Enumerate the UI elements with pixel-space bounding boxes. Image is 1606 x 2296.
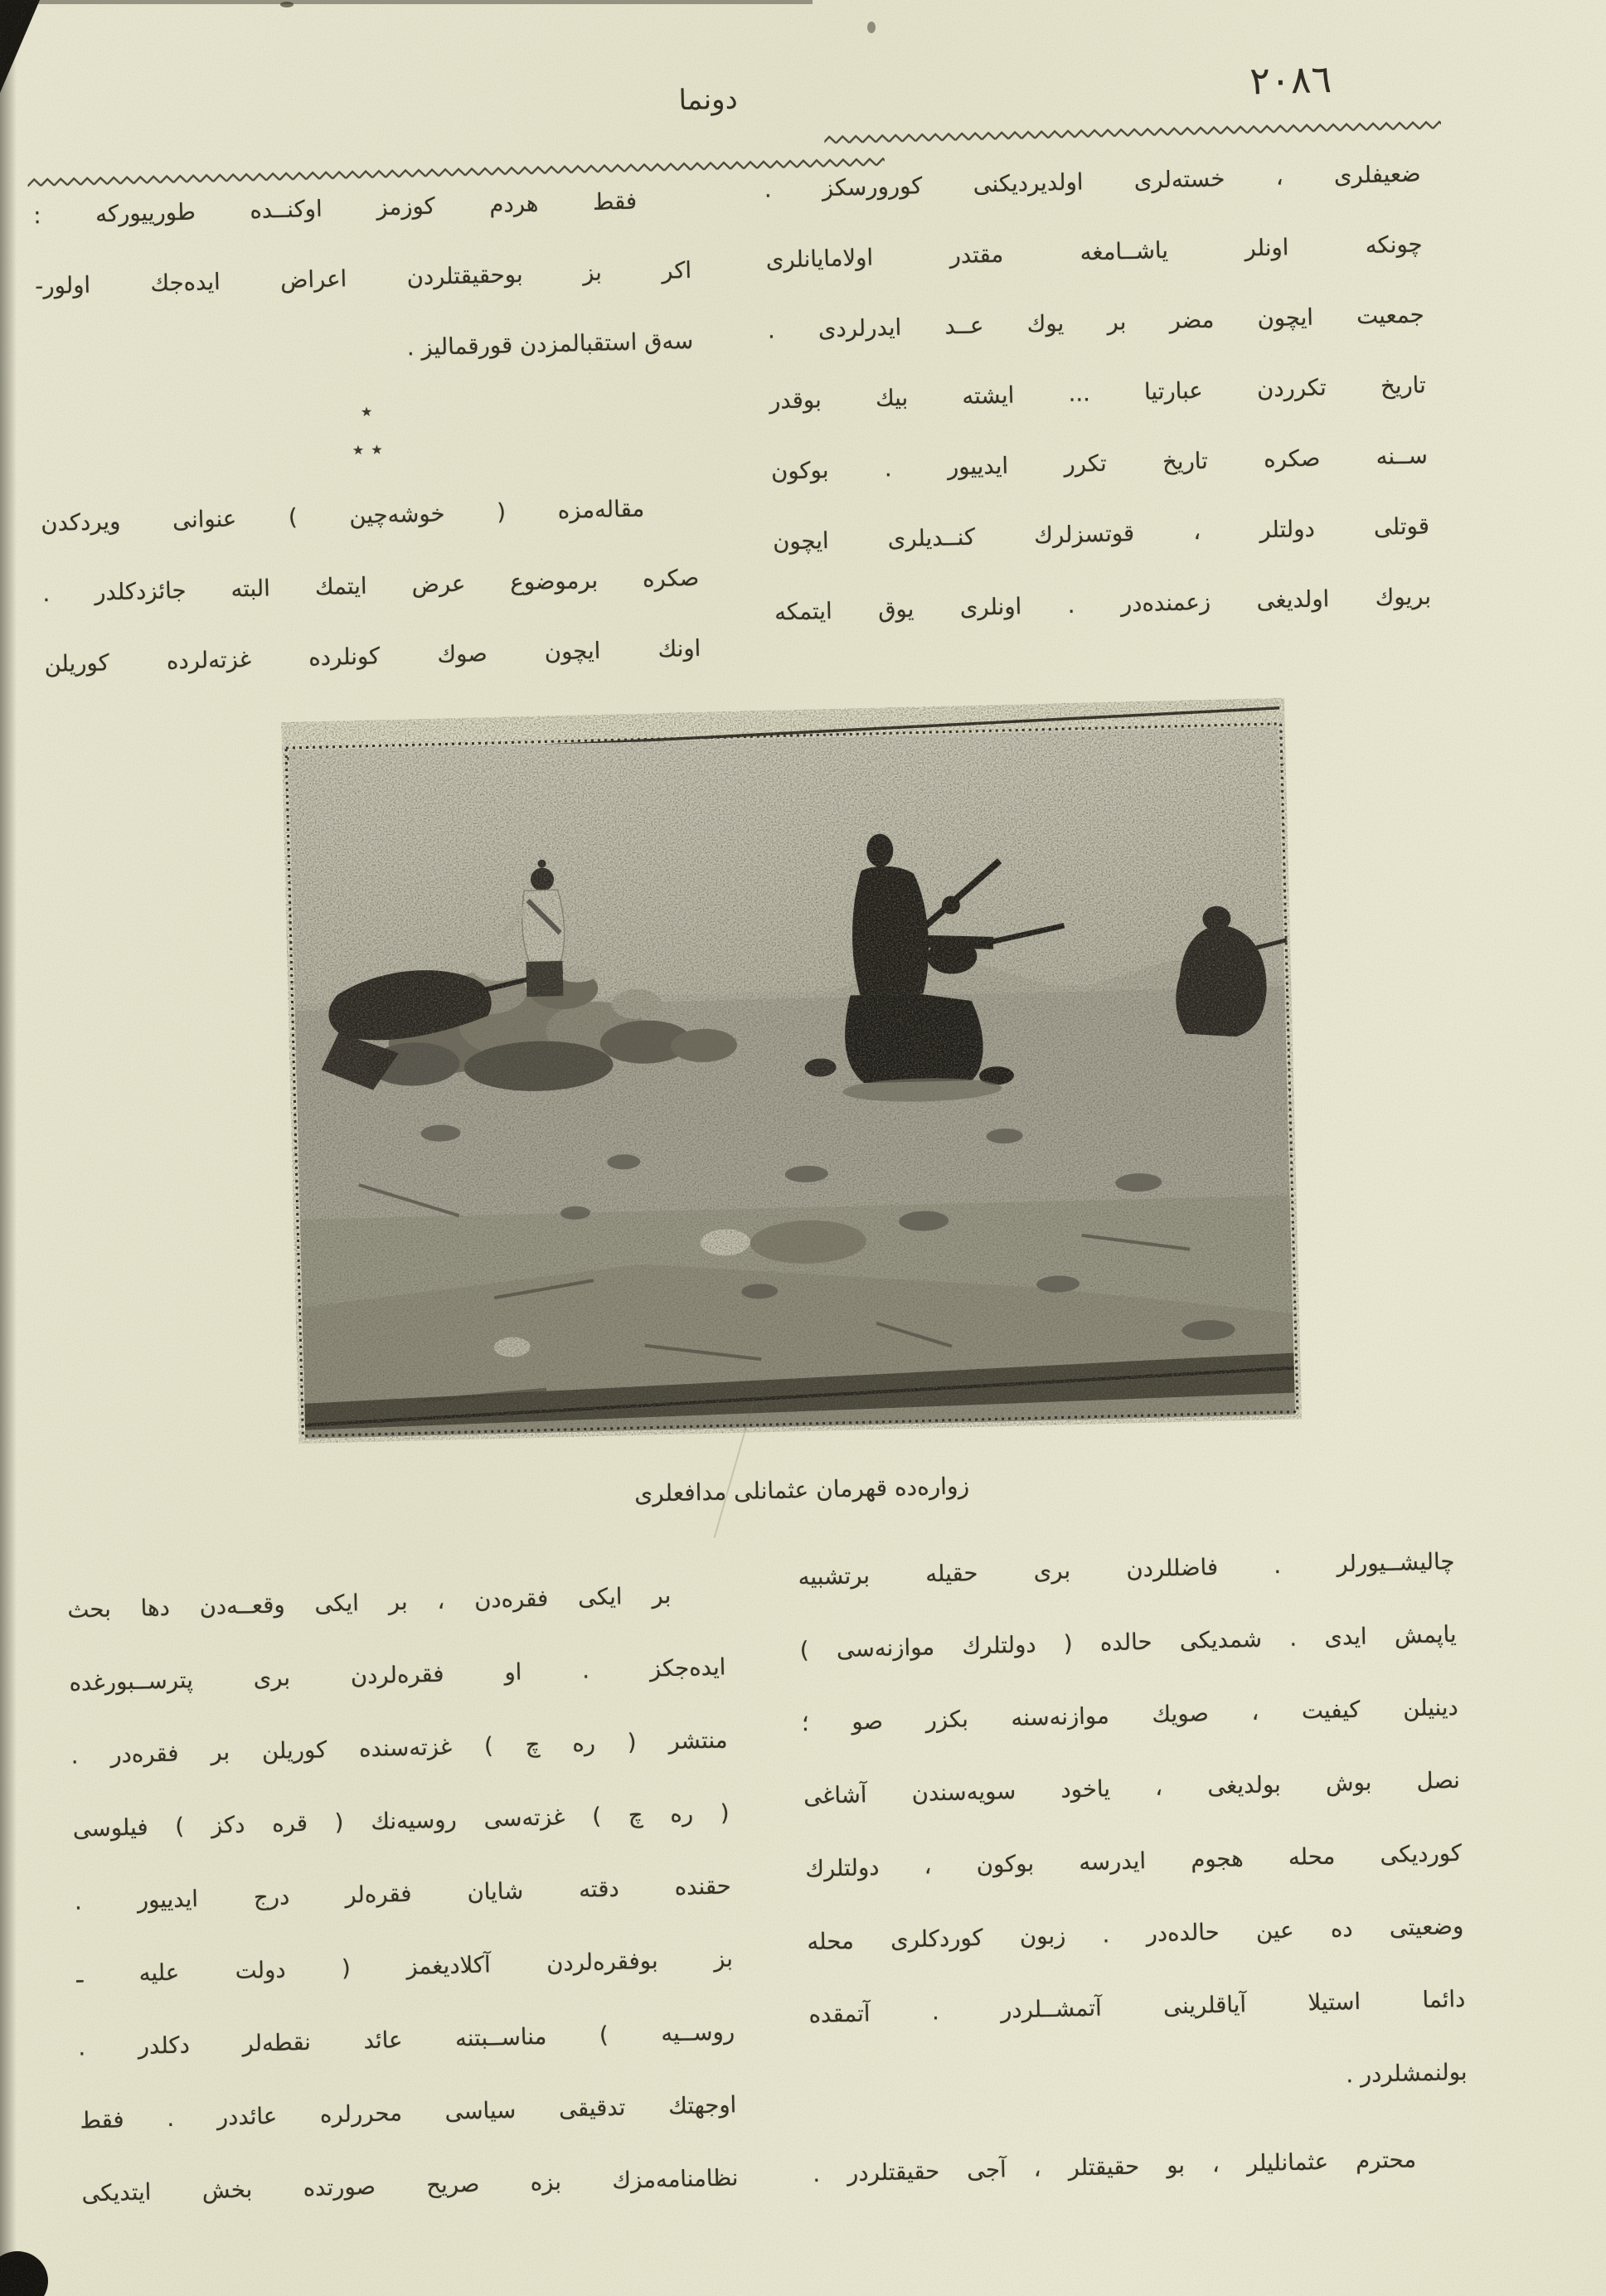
text-line: حقنده دقته شايان فقره‌لر درج ايدييور . bbox=[74, 1872, 732, 1915]
column-bottom-right bbox=[798, 1525, 1471, 2211]
text-line: كورديكى محله هجوم ايدرسه بوكون ، دولتلرك bbox=[804, 1839, 1463, 1883]
text-line: نظامنامه‌مزك بزه صريح صورتده بخش ايتديكى bbox=[81, 2164, 739, 2207]
text-line: اكر بز بوحقيقتلردن اعراض ايده‌جك اولور- bbox=[34, 256, 692, 300]
scan-speck bbox=[867, 22, 876, 33]
text-line: روســيه ) مناســبتنه عائد نقطه‌لر دكلدر . bbox=[77, 2018, 735, 2061]
text-line: ( ره چ ) غزته‌سى روسيه‌نك ( قره دكز ) فيلوسى bbox=[72, 1799, 730, 1842]
text-line: منتشر ( ره چ ) غزته‌سنده كوريلن بر فقره‌در . bbox=[70, 1726, 728, 1769]
column-top-right bbox=[764, 138, 1432, 648]
column-bottom-left bbox=[66, 1558, 739, 2230]
asterisk-separator bbox=[37, 376, 696, 488]
text-line: نصل بوش بولديغى ، ياخود سويه‌سندن آشاغى bbox=[803, 1766, 1461, 1810]
text-line: جمعيت ايچون مضر بر يوك عــد ايدرلردى . bbox=[767, 301, 1425, 344]
scan-top-edge-smudge bbox=[0, 0, 813, 4]
text-line: بولنمشلردر . bbox=[1345, 2058, 1468, 2089]
text-line: بر ايكى فقره‌دن ، بر ايكى وقعــه‌دن دها بحث bbox=[66, 1582, 672, 1624]
text-line: چاليشــيورلر . فاضللردن برى حقيله برتشبيه bbox=[798, 1547, 1455, 1591]
text-line: بز بوفقره‌لردن آكلاديغمز ( دولت عليه ـ bbox=[75, 1945, 734, 1988]
page-number: ٢٠٨٦ bbox=[1249, 56, 1332, 104]
scan-edge-shadow bbox=[0, 0, 17, 2296]
text-line: قوتلى دولتلر ، قوتسزلرك كنــديلرى ايچون bbox=[772, 512, 1430, 556]
text-line: ياپمش ايدى . شمديكى حالده ( دولتلرك موازنه‌سى ) bbox=[799, 1620, 1457, 1664]
journal-title: دونما bbox=[678, 82, 739, 118]
text-line: بريوك اولديغى زعمنده‌در . اونلرى يوق ايتمكه bbox=[774, 583, 1432, 626]
text-line: ســنه صكره تاريخ تكرر ايدييور . بوكون bbox=[770, 442, 1429, 485]
text-line: مقاله‌مزه ( خوشه‌چين ) عنوانى ويردكدن bbox=[40, 495, 645, 537]
asterisk-row: ٭ ٭ bbox=[352, 437, 383, 464]
text-line: صكره برموضوع عرض ايتمك البته جائزدكلدر . bbox=[42, 564, 700, 608]
text-line: محترم عثمانليلر ، بو حقيقتلر ، آجى حقيقتلردر . bbox=[812, 2146, 1417, 2188]
text-line: تاريخ تكرردن عبارتيا ... ايشته بيك بوقدر bbox=[769, 371, 1427, 415]
asterisk-row: ٭ bbox=[360, 399, 373, 425]
text-line: اونك ايچون صوك كونلرده غزته‌لرده كوريلن bbox=[44, 634, 701, 678]
photo-caption: زواره‌ده قهرمان عثمانلى مدافعلرى bbox=[633, 1472, 970, 1508]
column-top-left bbox=[32, 165, 701, 700]
text-line: دينيلن كيفيت ، صويك موازنه‌سنه بكزر صو ؛ bbox=[801, 1693, 1459, 1737]
text-line: فقط هردم كوزمز اوكنــده طورييوركه : bbox=[32, 187, 638, 230]
text-line: وضعيتى ده عين حالده‌در . زبون كوردكلرى محله bbox=[807, 1912, 1464, 1956]
text-line: چونكه اونلر ياشــامغه مقتدر اولامايانلرى bbox=[765, 231, 1423, 274]
text-line: ايده‌جكز . او فقره‌لردن برى پترســبورغده bbox=[69, 1653, 726, 1697]
text-line: دائما استيلا آياقلرينى آتمشــلردر . آتمقده bbox=[808, 1985, 1466, 2029]
scan-speck bbox=[280, 2, 294, 7]
text-line: اوجهتك تدقيقى سياسى محررلره عائددر . فقط bbox=[80, 2091, 737, 2134]
halftone-photo-ottoman-defenders bbox=[281, 698, 1302, 1444]
text-line: سه‌ق استقبالمزدن قورقماليز . bbox=[406, 327, 694, 362]
text-line: ضعيفلرى ، خسته‌لرى اولديرديكنى كورورسكز . bbox=[764, 160, 1421, 203]
